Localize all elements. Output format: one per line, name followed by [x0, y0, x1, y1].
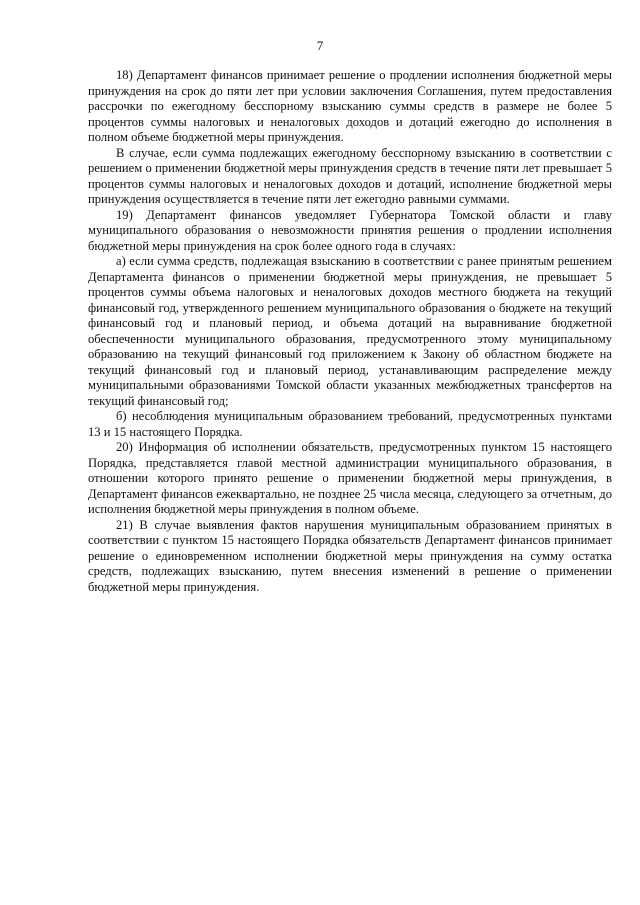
paragraph-19: 19) Департамент финансов уведомляет Губернатора Томской области и главу муниципального образования о невозможности принятия решения о продлении исполнения бюджетной меры принуждения на срок более одного года в случаях: [88, 207, 612, 253]
paragraph-18: 18) Департамент финансов принимает решение о продлении исполнения бюджетной меры принуждения на срок до пяти лет при условии заключения Соглашения, путем предоставления рассрочки по ежегодному бесспорному взысканию суммы средств в размере не более 5 процентов суммы налоговых и неналоговых доходов и дотаций ежегодно до исполнения в полном объеме бюджетной меры принуждения. [88, 68, 612, 144]
paragraph-19-b: б) несоблюдения муниципальным образованием требований, предусмотренных пунктами 13 и 15 настоящего Порядка. [88, 409, 612, 439]
paragraph-21: 21) В случае выявления фактов нарушения муниципальным образованием принятых в соответствии с пунктом 15 настоящего Порядка обязательств Департамент финансов принимает решение о единовременном исполнении бюджетной меры принуждения на сумму остатка средств, подлежащих взысканию, путем внесения изменений в решение о применении бюджетной меры принуждения. [88, 517, 612, 594]
paragraph-18-continuation: В случае, если сумма подлежащих ежегодному бесспорному взысканию в соответствии с решением о применении бюджетной меры принуждения средств в течение пяти лет превышает 5 процентов суммы налоговых и неналоговых доходов и дотаций, исполнение бюджетной меры принуждения осуществляется в течение пяти лет ежегодно равными суммами. [88, 145, 612, 206]
paragraph-19-a: а) если сумма средств, подлежащая взысканию в соответствии с ранее принятым решением Департамента финансов о применении бюджетной меры принуждения, не превышает 5 процентов суммы объема налоговых и неналоговых доходов местного бюджета на текущий финансовый год, утвержденного решением муниципального образования о бюджете на текущий финансовый год и плановый период, и объема дотаций на выравнивание бюджетной обеспеченности муниципального образования, предусмотренного этому муниципальному образованию на текущий финансовый год приложением к Закону об областном бюджете на текущий финансовый год и плановый период, устанавливающим распределение между муниципальными образованиями Томской области указанных межбюджетных трансфертов на текущий финансовый год; [88, 254, 612, 408]
document-body [88, 68, 612, 595]
page-number: 7 [316, 38, 324, 53]
paragraph-20: 20) Информация об исполнении обязательств, предусмотренных пунктом 15 настоящего Порядка, представляется главой местной администрации муниципального образования, в отношении которого принято решение о применении бюджетной меры принуждения, в Департамент финансов ежеквартально, не позднее 25 числа месяца, следующего за отчетным, до исполнения бюджетной меры принуждения в полном объеме. [88, 440, 612, 516]
